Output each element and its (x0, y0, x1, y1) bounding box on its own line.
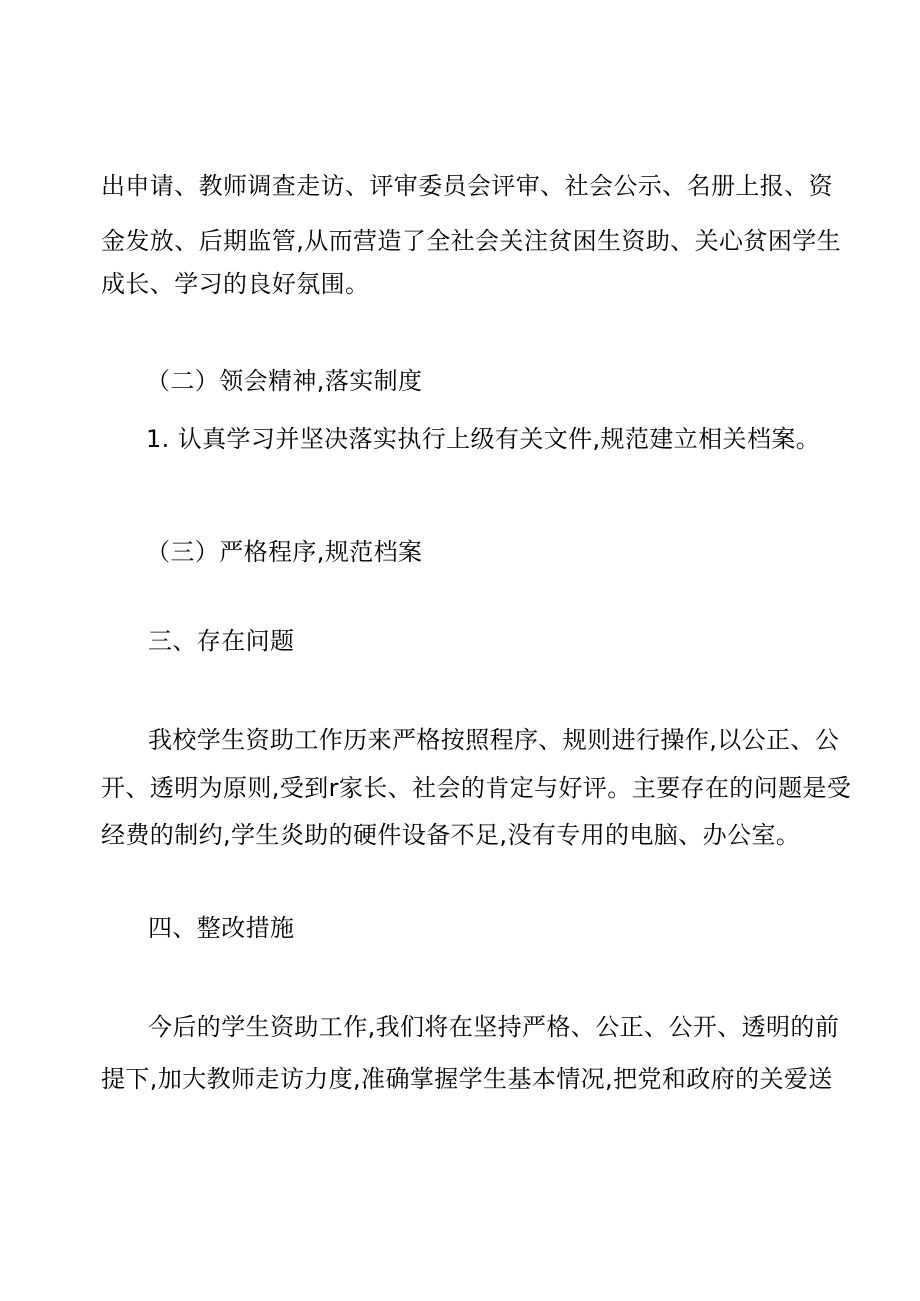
item-one: 1. 认真学习并坚决落实执行上级有关文件,规范建立相关档案。 (146, 425, 821, 453)
intro-line-2: 金发放、后期监管,从而营造了全社会关注贫困生资助、关心贫困学生 (101, 227, 842, 255)
section-three-title: 三、存在问题 (148, 627, 295, 655)
heading-three: （三）严格程序,规范档案 (146, 538, 423, 566)
problems-line-1: 我校学生资助工作历来严格按照程序、规则进行操作,以公正、公 (148, 726, 840, 754)
measures-line-1: 今后的学生资助工作,我们将在坚持严格、公正、公开、透明的前 (148, 1013, 840, 1041)
intro-line-1: 出申请、教师调查走访、评审委员会评审、社会公示、名册上报、资 (101, 172, 833, 200)
heading-two: （二）领会精神,落实制度 (146, 367, 423, 395)
section-four-title: 四、整改措施 (148, 914, 295, 942)
problems-line-3: 经费的制约,学生炎助的硬件设备不足,没有专用的电脑、办公室。 (101, 821, 801, 849)
intro-line-3: 成长、学习的良好氛围。 (101, 270, 370, 298)
problems-line-2: 开、透明为原则,受到r家长、社会的肯定与好评。主要存在的问题是受 (101, 774, 852, 802)
measures-line-2: 提下,加大教师走访力度,准确掌握学生基本情况,把党和政府的关爱送 (101, 1065, 833, 1093)
